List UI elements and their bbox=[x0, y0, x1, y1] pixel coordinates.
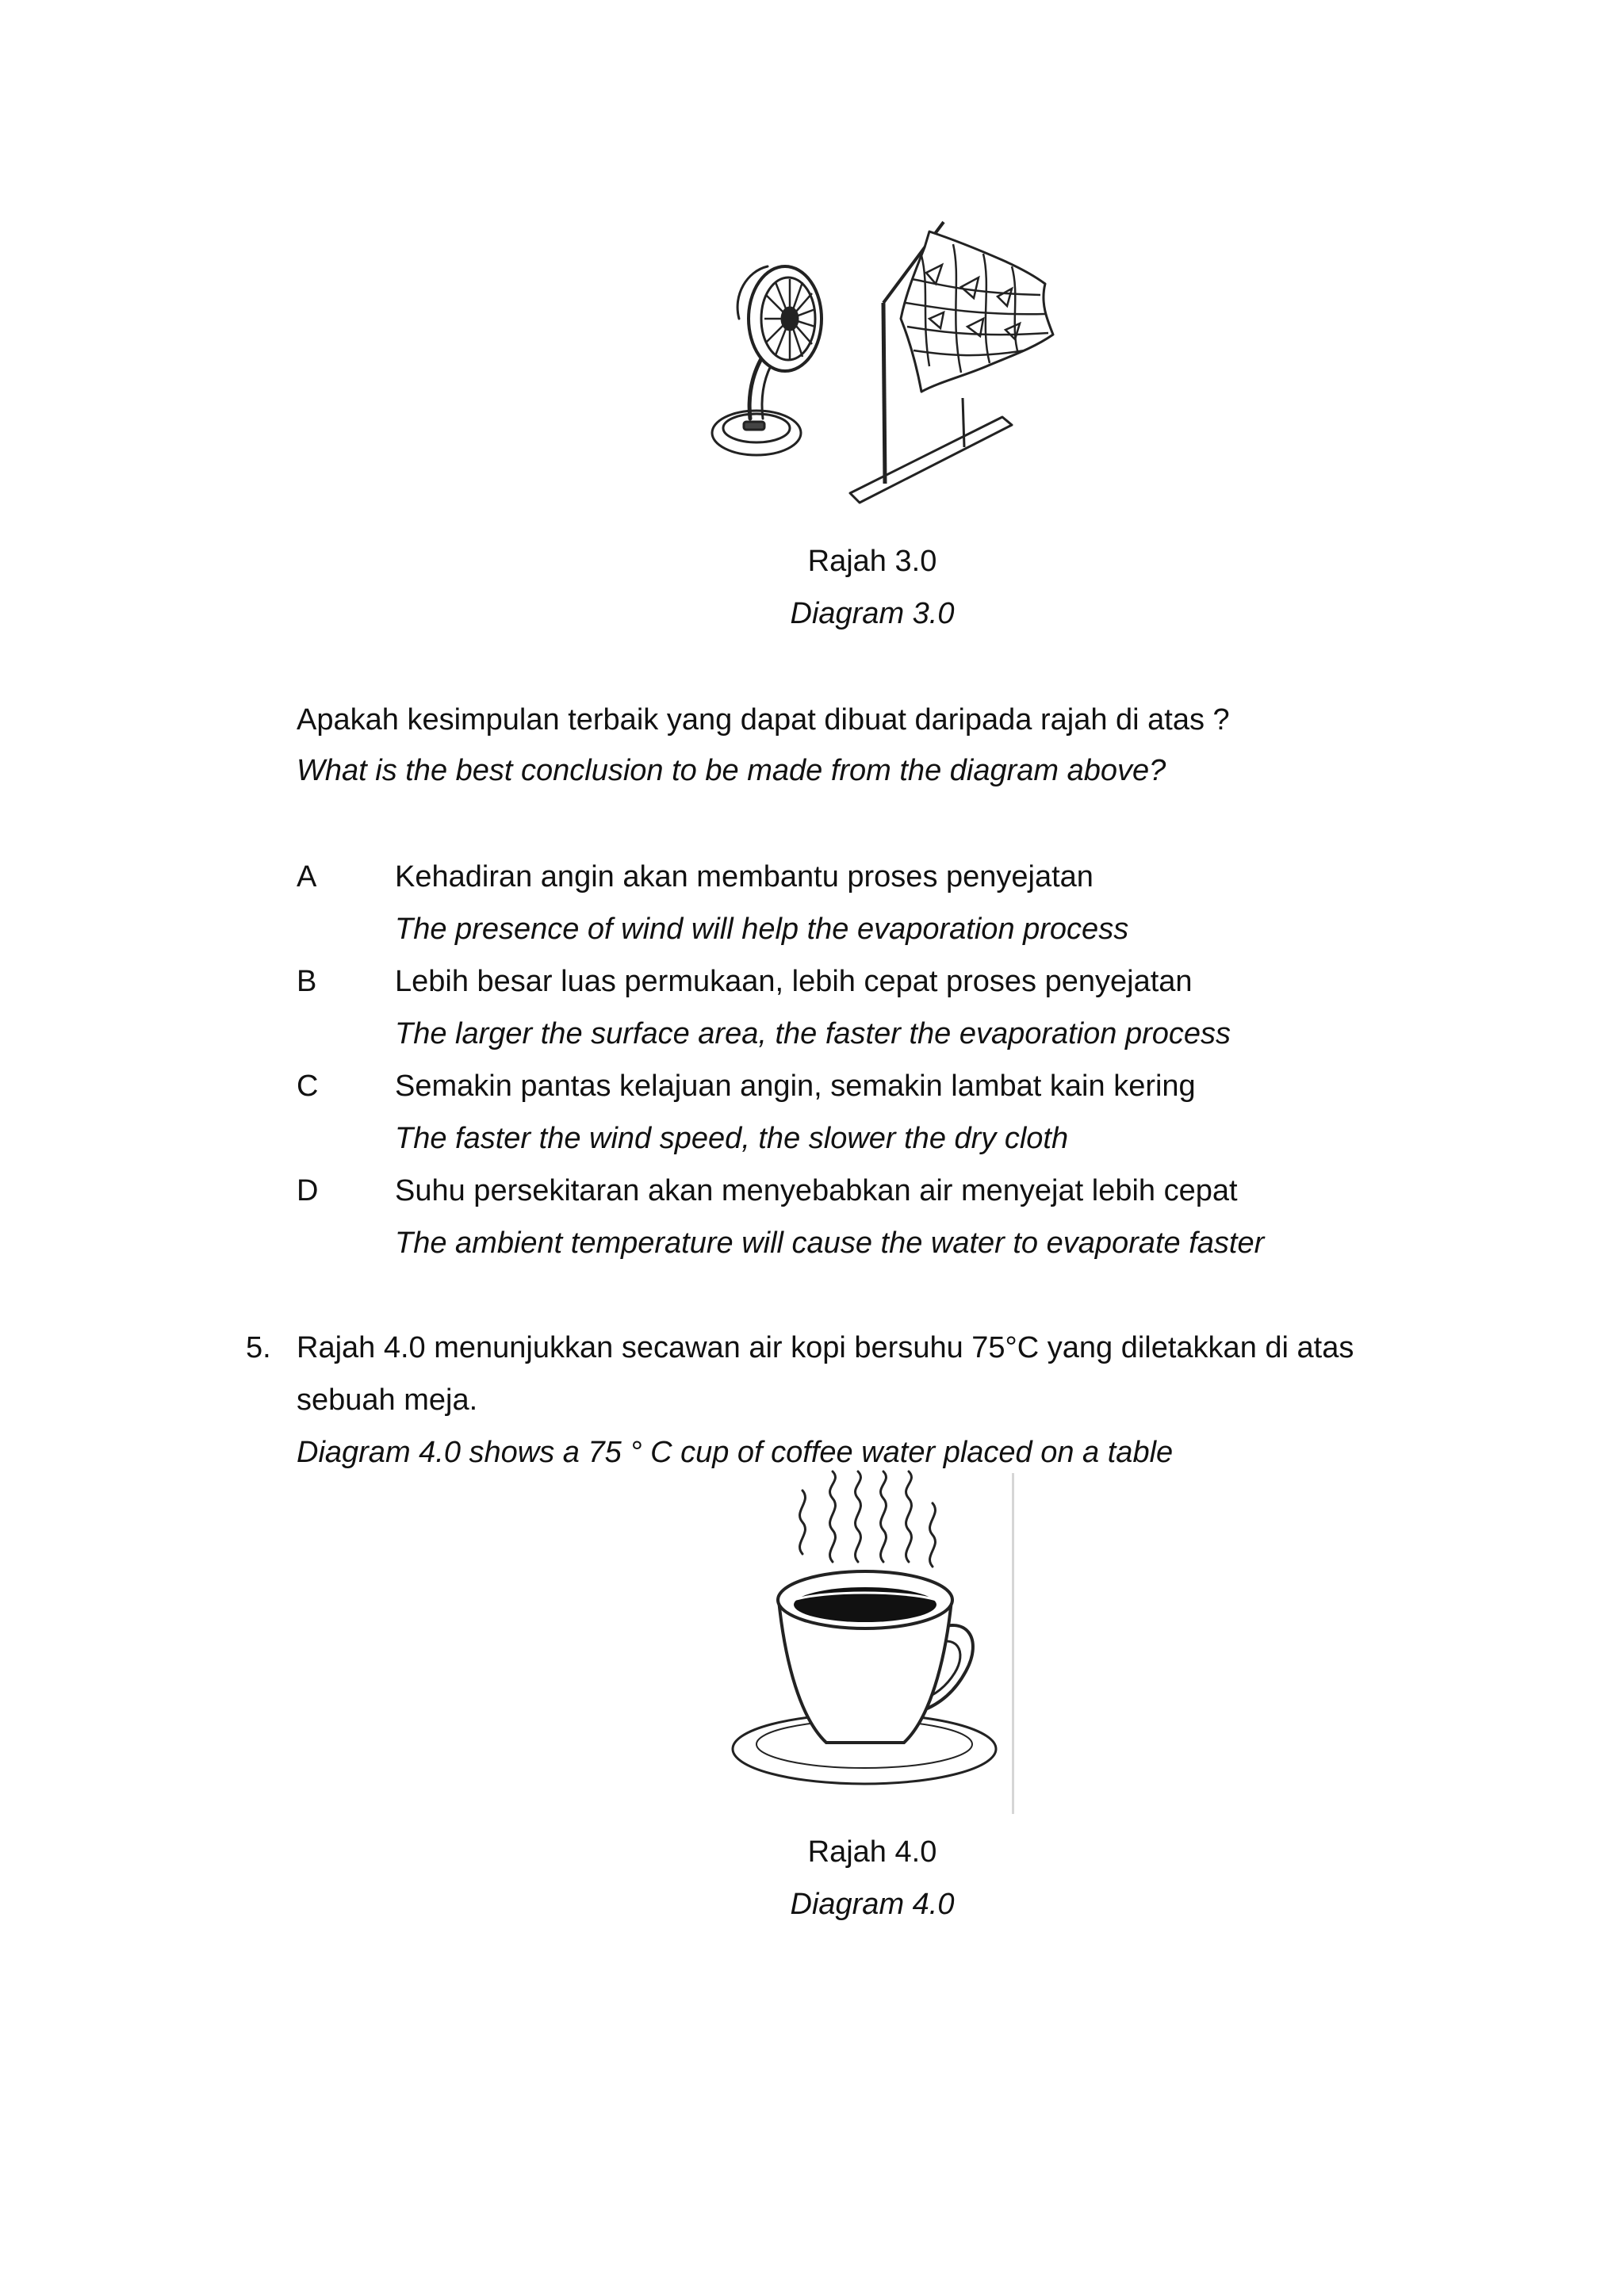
option-b-text-ms: Lebih besar luas permukaan, lebih cepat proses penyejatan bbox=[395, 965, 1193, 998]
option-a-letter: A bbox=[297, 860, 317, 894]
option-d-text-ms: Suhu persekitaran akan menyebabkan air menyejat lebih cepat bbox=[395, 1174, 1238, 1207]
diagram-4-coffee-cup bbox=[714, 1473, 1031, 1814]
diagram-3-label-ms: Rajah 3.0 bbox=[807, 545, 937, 578]
image-border-line bbox=[1012, 1473, 1014, 1814]
question-5-text-en: Diagram 4.0 shows a 75 ° C cup of coffee water placed on a table bbox=[297, 1436, 1174, 1469]
option-b-letter: B bbox=[297, 965, 317, 998]
diagram-4-label-ms: Rajah 4.0 bbox=[807, 1835, 937, 1869]
steam-lines bbox=[800, 1490, 806, 1554]
option-c-text-en: The faster the wind speed, the slower the dry cloth bbox=[395, 1122, 1069, 1155]
option-d-letter: D bbox=[297, 1174, 319, 1207]
option-c-letter: C bbox=[297, 1070, 319, 1103]
stand-board bbox=[850, 417, 1012, 503]
question-4-prompt-ms: Apakah kesimpulan terbaik yang dapat dibuat daripada rajah di atas ? bbox=[297, 703, 1230, 737]
question-5-text-ms-line2: sebuah meja. bbox=[297, 1383, 478, 1417]
option-a-text-en: The presence of wind will help the evaporation process bbox=[395, 913, 1129, 946]
option-c-text-ms: Semakin pantas kelajuan angin, semakin lambat kain kering bbox=[395, 1070, 1196, 1103]
question-4-prompt-en: What is the best conclusion to be made from the diagram above? bbox=[297, 754, 1166, 787]
question-5-text-ms-line1: Rajah 4.0 menunjukkan secawan air kopi bersuhu 75°C yang diletakkan di atas bbox=[297, 1331, 1354, 1364]
stand-pole bbox=[883, 303, 885, 484]
diagram-3-label-en: Diagram 3.0 bbox=[790, 597, 955, 630]
diagram-3-fan-and-cloth bbox=[691, 208, 1072, 509]
question-5-number: 5. bbox=[246, 1331, 271, 1364]
diagram-4-label-en: Diagram 4.0 bbox=[790, 1888, 955, 1921]
option-a-text-ms: Kehadiran angin akan membantu proses penyejatan bbox=[395, 860, 1094, 894]
option-b-text-en: The larger the surface area, the faster the evaporation process bbox=[395, 1017, 1231, 1050]
option-d-text-en: The ambient temperature will cause the water to evaporate faster bbox=[395, 1226, 1265, 1260]
